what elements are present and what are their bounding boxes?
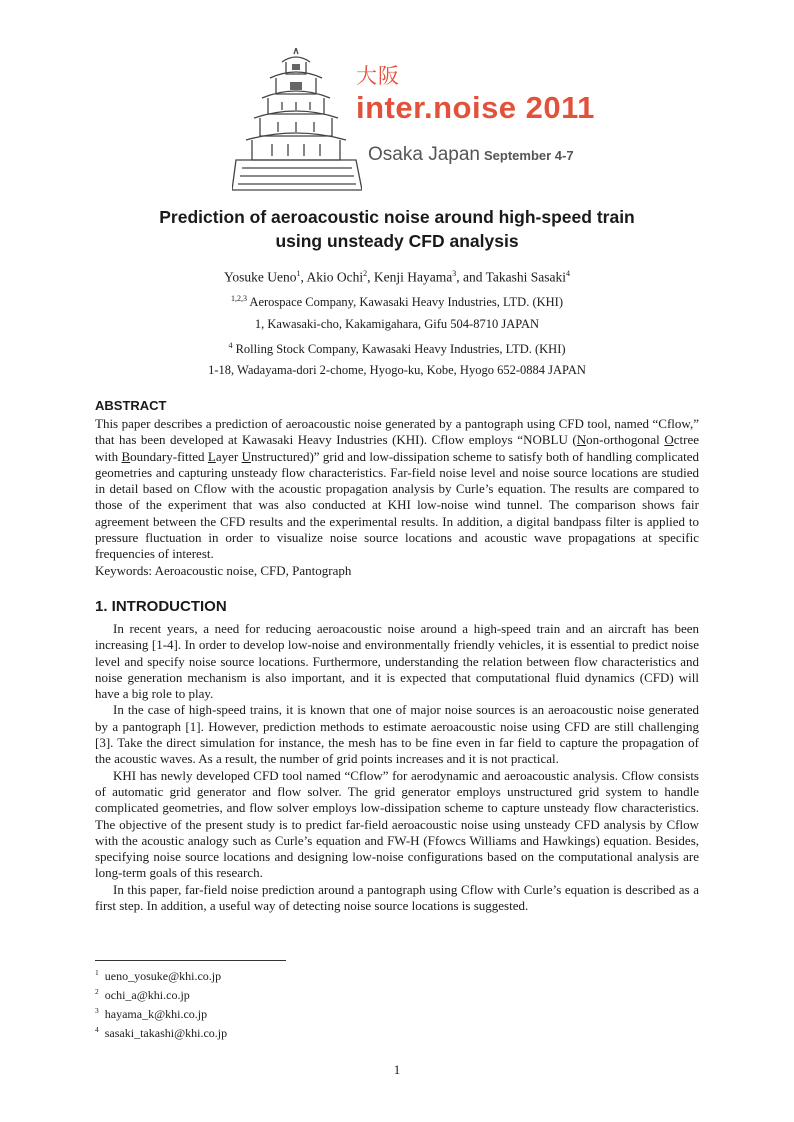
page-number: 1 bbox=[393, 1062, 401, 1077]
author-name: Takashi Sasaki bbox=[485, 269, 567, 285]
paper-title bbox=[0, 205, 794, 253]
author-mark: 2 bbox=[363, 269, 368, 278]
affiliation-mark: 4 bbox=[228, 341, 233, 350]
conference-dates: September 4-7 bbox=[484, 148, 574, 163]
affiliation-name: Rolling Stock Company, Kawasaki Heavy Industries, LTD. (KHI) bbox=[235, 342, 566, 357]
castle-illustration bbox=[232, 48, 362, 193]
author-list: Yosuke Ueno$^1$, Akio Ochi$^2$, Kenji Hayama$^3$, and Takashi Sasaki$^4$ bbox=[223, 269, 571, 285]
author-mark: 1 bbox=[296, 269, 301, 278]
footnote: $^2$ ochi_a@khi.co.jp bbox=[95, 987, 190, 1002]
conference-name: inter.noise 2011 bbox=[356, 90, 595, 125]
abstract-heading: ABSTRACT bbox=[95, 398, 167, 413]
abstract-text: This paper describes a prediction of aeroacoustic noise generated by a pantograph using CFD tool, named “Cflow,” that has been developed at Kawasaki Heavy Industries (KHI). Cflow employs “NOBLU (Non-orthogonal Octree with Boundary-fitted Layer Unstructured)” grid and low-dissipation scheme to satisfy both of handling complicated geometries and capturing unsteady flow characteristics. Far-field noise level and noise source locations are studied in detail based on Cflow with the acoustic propagation analysis by Curle’s equation. The results are compared to those of the experiment that was also conducted at KHI low-noise wind tunnel. The comparison shows fair agreement between the CFD results and the experimental results. In addition, a digital bandpass filter is applied to pressure fluctuation in order to visualize noise source locations and acoustic wave propagations at specific frequencies of interest. bbox=[95, 416, 700, 562]
footnote-divider bbox=[95, 960, 286, 961]
paragraph: In the case of high-speed trains, it is known that one of major noise sources is an aeroacoustic noise generated by a pantograph [1]. However, prediction methods to estimate aeroacoustic noise using CFD are still challenging [3]. Take the direct simulation for instance, the mesh has to be fine even in far field to capture the propagation of the acoustic waves. As a result, the number of grid points increases and it is not practical. bbox=[95, 702, 699, 767]
footnote: $^3$ hayama_k@khi.co.jp bbox=[95, 1006, 208, 1021]
conference-logo bbox=[232, 48, 595, 193]
author-mark: 3 bbox=[452, 269, 457, 278]
affiliation-2 bbox=[0, 338, 794, 357]
affiliation-1-address: 1, Kawasaki-cho, Kakamigahara, Gifu 504-8710 JAPAN bbox=[254, 317, 540, 331]
affiliation-1 bbox=[0, 291, 794, 310]
introduction-body bbox=[95, 621, 699, 914]
author-name: Yosuke Ueno bbox=[223, 269, 297, 285]
author-name: Akio Ochi bbox=[306, 269, 364, 285]
paragraph: In recent years, a need for reducing aeroacoustic noise around a high-speed train and an aircraft has been increasing [1-4]. In order to develop low-noise and environmentally friendly vehicles, it is essential to predict noise level and specify noise source locations. Furthermore, understanding the relation between flow characteristics and noise generation mechanism is also important, and it is expected that computational fluid dynamics (CFD) will have a big role to play. bbox=[95, 621, 699, 702]
keywords: Keywords: Aeroacoustic noise, CFD, Pantograph bbox=[95, 562, 352, 578]
title-line-2: using unsteady CFD analysis bbox=[275, 231, 519, 251]
paragraph: In this paper, far-field noise prediction around a pantograph using Cflow with Curle’s equation is described as a first step. In addition, a useful way of detecting noise source locations is suggested. bbox=[95, 881, 699, 914]
affiliation-2-address: 1-18, Wadayama-dori 2-chome, Hyogo-ku, Kobe, Hyogo 652-0884 JAPAN bbox=[208, 363, 586, 377]
section-heading-introduction: 1. INTRODUCTION bbox=[95, 598, 227, 615]
footnotes bbox=[95, 965, 227, 1041]
paragraph: KHI has newly developed CFD tool named “Cflow” for aerodynamic and aeroacoustic analysis. Cflow consists of automatic grid generator and flow solver. The grid generator employs unstructured grid system to handle complicated geometries, and flow solver employs low-dissipation scheme to capture unsteady flow characteristics. The objective of the present study is to predict far-field aeroacoustic noise using unsteady CFD analysis by Cflow with the acoustic analogy such as Curle’s equation and FW-H (Ffowcs Williams and Hawkings) equation. Besides, specifying noise source locations and designing low-noise configurations based on the computational analysis are long-term goals of this research. bbox=[95, 767, 699, 881]
affiliation-mark: 1,2,3 bbox=[230, 294, 247, 303]
logo-kanji: 大阪 bbox=[356, 64, 400, 88]
author-mark: 4 bbox=[566, 269, 571, 278]
affiliation-name: Aerospace Company, Kawasaki Heavy Industries, LTD. (KHI) bbox=[249, 295, 563, 310]
author-name: Kenji Hayama bbox=[373, 269, 453, 285]
footnote: $^1$ ueno_yosuke@khi.co.jp bbox=[95, 968, 222, 983]
conference-location: Osaka Japan bbox=[368, 144, 480, 165]
title-line-1: Prediction of aeroacoustic noise around high-speed train bbox=[159, 207, 635, 227]
abstract-body bbox=[95, 416, 699, 579]
footnote: $^4$ sasaki_takashi@khi.co.jp bbox=[95, 1025, 228, 1040]
